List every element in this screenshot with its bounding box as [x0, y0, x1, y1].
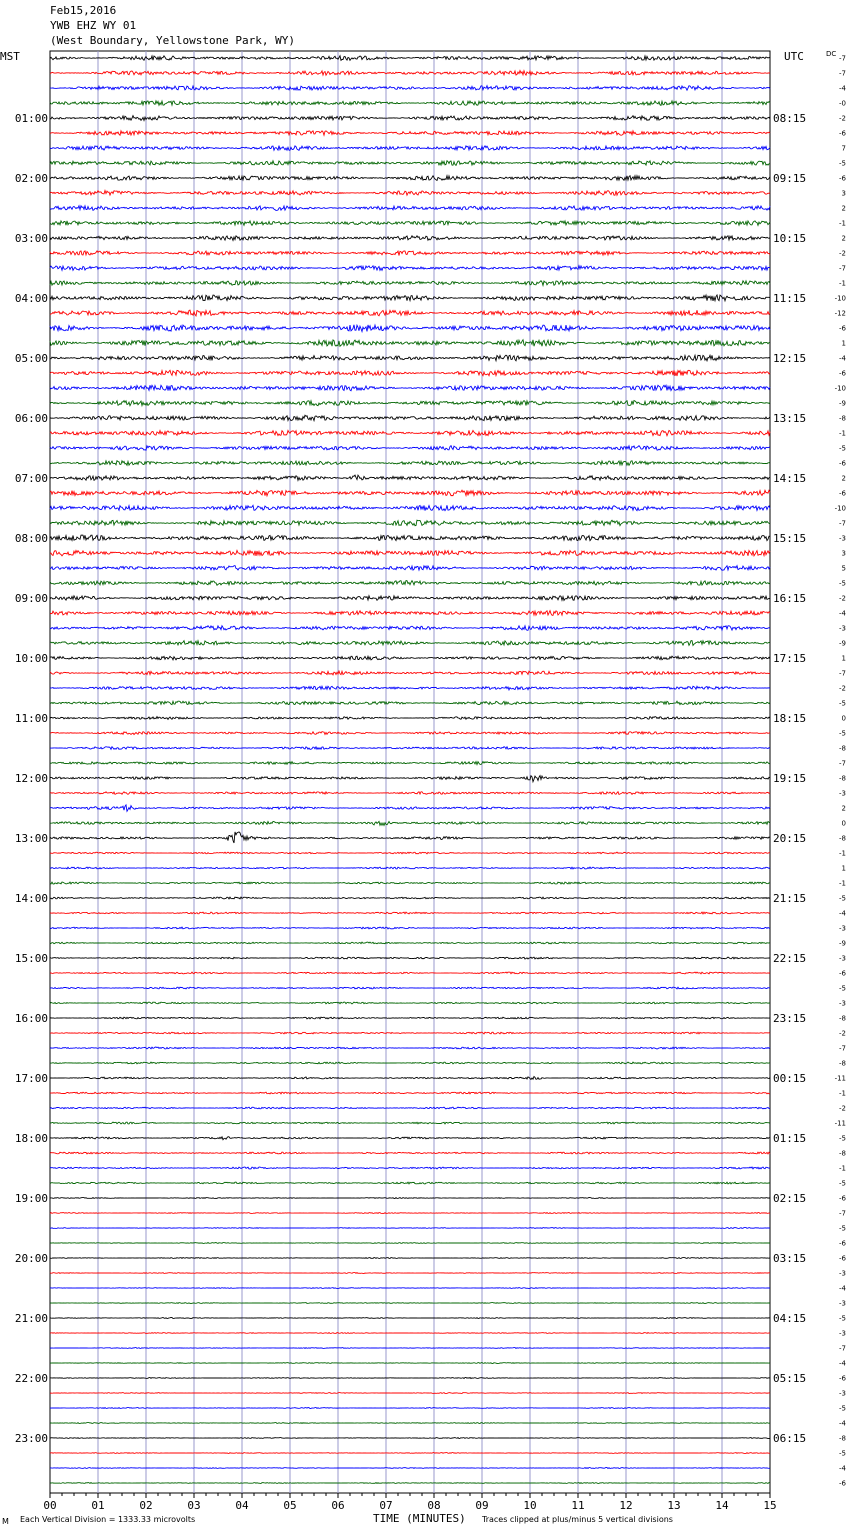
seismic-trace — [50, 370, 770, 376]
dc-offset-label: -3 — [839, 924, 846, 933]
right-hour-label: 23:15 — [773, 1012, 807, 1025]
dc-offset-label: -6 — [839, 1374, 846, 1383]
dc-offset-label: -6 — [839, 459, 846, 468]
x-tick-label: 00 — [43, 1499, 57, 1512]
left-hour-label: 18:00 — [14, 1132, 48, 1145]
dc-offset-label: -5 — [839, 159, 846, 168]
seismic-trace — [50, 1273, 770, 1274]
right-hour-label: 06:15 — [773, 1432, 807, 1445]
x-tick-label: 06 — [331, 1499, 345, 1512]
seismic-trace — [50, 717, 770, 720]
seismic-trace — [50, 251, 770, 256]
seismic-trace — [50, 762, 770, 765]
seismic-trace — [50, 505, 770, 510]
dc-offset-label: 2 — [841, 234, 846, 243]
seismic-trace — [50, 1137, 770, 1140]
seismic-trace — [50, 401, 770, 406]
left-hour-label: 16:00 — [14, 1012, 48, 1025]
dc-offset-label: -3 — [839, 1329, 846, 1338]
dc-offset-label: -7 — [839, 759, 846, 768]
dc-offset-label: -3 — [839, 1389, 846, 1398]
seismic-trace — [50, 1453, 770, 1454]
seismic-trace — [50, 221, 770, 226]
dc-offset-label: -4 — [839, 84, 846, 93]
x-tick-label: 03 — [187, 1499, 201, 1512]
right-hour-label: 16:15 — [773, 592, 807, 605]
dc-offset-label: 2 — [841, 804, 846, 813]
seismic-trace — [50, 581, 770, 586]
seismic-trace — [50, 1002, 770, 1004]
dc-offset-label: -6 — [839, 174, 846, 183]
seismic-trace — [50, 490, 770, 496]
dc-offset-label: -5 — [839, 1224, 846, 1233]
right-hour-label: 08:15 — [773, 112, 807, 125]
dc-offset-label: -7 — [839, 519, 846, 528]
dc-offset-label: 0 — [841, 819, 846, 828]
dc-offset-label: -5 — [839, 894, 846, 903]
x-tick-label: 05 — [283, 1499, 297, 1512]
dc-offset-label: -2 — [839, 1029, 846, 1038]
dc-offset-label: -8 — [839, 414, 846, 423]
right-hour-label: 22:15 — [773, 952, 807, 965]
dc-offset-label: -1 — [839, 429, 846, 438]
seismic-trace — [50, 385, 770, 391]
dc-offset-label: -2 — [839, 1104, 846, 1113]
seismic-trace — [50, 1032, 770, 1034]
seismic-trace — [50, 1408, 770, 1409]
dc-offset-label: -6 — [839, 129, 846, 138]
seismic-trace — [50, 747, 770, 750]
left-timezone-label: MST — [0, 50, 20, 63]
seismic-trace — [50, 1333, 770, 1334]
left-hour-label: 14:00 — [14, 892, 48, 905]
left-hour-label: 23:00 — [14, 1432, 48, 1445]
seismic-trace — [50, 1062, 770, 1064]
dc-offset-label: 2 — [841, 474, 846, 483]
seismic-trace — [50, 805, 770, 811]
dc-offset-label: -1 — [839, 1089, 846, 1098]
seismic-trace — [50, 56, 770, 61]
dc-offset-label: 1 — [841, 339, 846, 348]
seismic-trace — [50, 1378, 770, 1379]
dc-offset-label: -7 — [839, 1209, 846, 1218]
dc-offset-label: -5 — [839, 1179, 846, 1188]
seismic-trace — [50, 1047, 770, 1049]
dc-offset-label: -11 — [834, 1074, 846, 1083]
dc-offset-label: 2 — [841, 204, 846, 213]
left-hour-label: 09:00 — [14, 592, 48, 605]
left-hour-label: 06:00 — [14, 412, 48, 425]
dc-offset-label: -7 — [839, 69, 846, 78]
right-hour-label: 00:15 — [773, 1072, 807, 1085]
dc-offset-label: -5 — [839, 1449, 846, 1458]
left-hour-label: 11:00 — [14, 712, 48, 725]
dc-offset-label: -9 — [839, 399, 846, 408]
right-hour-label: 11:15 — [773, 292, 807, 305]
seismic-trace — [50, 686, 770, 690]
seismic-trace — [50, 792, 770, 795]
seismic-trace — [50, 340, 770, 347]
x-tick-label: 11 — [571, 1499, 585, 1512]
x-tick-label: 02 — [139, 1499, 153, 1512]
dc-offset-label: -10 — [834, 384, 846, 393]
traces — [50, 56, 770, 1484]
x-tick-label: 08 — [427, 1499, 441, 1512]
dc-offset-label: -6 — [839, 489, 846, 498]
dc-offset-label: -1 — [839, 879, 846, 888]
x-tick-label: 04 — [235, 1499, 249, 1512]
dc-offset-label: -6 — [839, 969, 846, 978]
left-hour-label: 22:00 — [14, 1372, 48, 1385]
seismic-trace — [50, 1077, 770, 1080]
right-hour-label: 19:15 — [773, 772, 807, 785]
dc-offset-label: -4 — [839, 354, 846, 363]
dc-offset-label: -3 — [839, 789, 846, 798]
dc-offset-label: -9 — [839, 639, 846, 648]
dc-offset-label: -3 — [839, 624, 846, 633]
dc-offset-label: -1 — [839, 1164, 846, 1173]
seismic-trace — [50, 626, 770, 631]
clip-note: Traces clipped at plus/minus 5 vertical divisions — [482, 1515, 673, 1524]
seismic-trace — [50, 596, 770, 601]
x-axis-title: TIME (MINUTES) — [373, 1512, 466, 1525]
dc-offset-label: 1 — [841, 654, 846, 663]
seismic-trace — [50, 957, 770, 959]
seismic-trace — [50, 1483, 770, 1484]
scale-note: Each Vertical Division = 1333.33 microvolts — [20, 1515, 196, 1524]
seismic-trace — [50, 942, 770, 944]
seismic-trace — [50, 236, 770, 241]
dc-offset-label: -8 — [839, 774, 846, 783]
seismic-trace — [50, 131, 770, 136]
x-tick-label: 15 — [763, 1499, 777, 1512]
dc-offset-label: 3 — [841, 189, 846, 198]
seismic-trace — [50, 1017, 770, 1019]
right-hour-label: 15:15 — [773, 532, 807, 545]
dc-offset-label: -3 — [839, 534, 846, 543]
x-tick-label: 12 — [619, 1499, 633, 1512]
seismic-trace — [50, 1423, 770, 1424]
seismic-trace — [50, 832, 770, 843]
left-hour-label: 04:00 — [14, 292, 48, 305]
left-hour-label: 03:00 — [14, 232, 48, 245]
dc-offset-label: -3 — [839, 999, 846, 1008]
right-hour-label: 05:15 — [773, 1372, 807, 1385]
dc-offset-label: -7 — [839, 264, 846, 273]
seismic-trace — [50, 1167, 770, 1169]
right-hour-label: 20:15 — [773, 832, 807, 845]
dc-offset-label: -6 — [839, 369, 846, 378]
seismic-trace — [50, 972, 770, 974]
seismic-trace — [50, 325, 770, 332]
date-label: Feb15,2016 — [50, 4, 117, 17]
dc-offset-label: -6 — [839, 324, 846, 333]
seismic-trace — [50, 295, 770, 301]
dc-offset-label: -5 — [839, 984, 846, 993]
dc-offset-label: -8 — [839, 744, 846, 753]
dc-offset-header: DC — [826, 50, 837, 58]
dc-offset-label: 7 — [841, 144, 846, 153]
seismic-trace — [50, 987, 770, 989]
seismic-trace — [50, 161, 770, 166]
dc-offset-label: -2 — [839, 684, 846, 693]
seismic-trace — [50, 1468, 770, 1469]
seismic-trace — [50, 355, 770, 361]
right-hour-label: 09:15 — [773, 172, 807, 185]
seismic-trace — [50, 1348, 770, 1349]
x-tick-label: 07 — [379, 1499, 393, 1512]
left-hour-label: 17:00 — [14, 1072, 48, 1085]
seismic-trace — [50, 1228, 770, 1229]
left-hour-label: 15:00 — [14, 952, 48, 965]
seismic-trace — [50, 912, 770, 914]
dc-offset-label: -11 — [834, 1119, 846, 1128]
dc-offset-label: -1 — [839, 849, 846, 858]
right-hour-label: 10:15 — [773, 232, 807, 245]
dc-offset-label: -4 — [839, 909, 846, 918]
x-tick-label: 01 — [91, 1499, 105, 1512]
dc-offset-label: -3 — [839, 954, 846, 963]
right-hour-label: 02:15 — [773, 1192, 807, 1205]
x-tick-label: 13 — [667, 1499, 681, 1512]
seismic-trace — [50, 671, 770, 675]
dc-offset-label: -6 — [839, 1194, 846, 1203]
seismic-trace — [50, 310, 770, 316]
left-hour-label: 12:00 — [14, 772, 48, 785]
dc-offset-label: -8 — [839, 1059, 846, 1068]
dc-offset-label: -7 — [839, 1044, 846, 1053]
seismic-trace — [50, 1438, 770, 1439]
seismic-trace — [50, 116, 770, 121]
dc-offset-label: -4 — [839, 1464, 846, 1473]
left-hour-label: 20:00 — [14, 1252, 48, 1265]
left-hour-label: 07:00 — [14, 472, 48, 485]
seismic-trace — [50, 566, 770, 571]
right-hour-label: 18:15 — [773, 712, 807, 725]
seismic-trace — [50, 897, 770, 899]
dc-offset-label: -5 — [839, 444, 846, 453]
seismic-trace — [50, 1288, 770, 1289]
dc-offset-label: -4 — [839, 1359, 846, 1368]
dc-offset-label: -8 — [839, 1434, 846, 1443]
x-tick-label: 10 — [523, 1499, 537, 1512]
dc-offset-label: -8 — [839, 834, 846, 843]
seismic-trace — [50, 206, 770, 211]
dc-offset-label: -10 — [834, 504, 846, 513]
seismic-trace — [50, 1152, 770, 1154]
left-hour-label: 21:00 — [14, 1312, 48, 1325]
dc-offset-label: -2 — [839, 249, 846, 258]
dc-offset-label: -5 — [839, 1404, 846, 1413]
seismic-trace — [50, 1182, 770, 1184]
seismic-trace — [50, 446, 770, 451]
dc-offset-label: -8 — [839, 1014, 846, 1023]
seismic-trace — [50, 1243, 770, 1244]
dc-offset-label: -5 — [839, 699, 846, 708]
dc-offset-label: -4 — [839, 1284, 846, 1293]
seismic-trace — [50, 882, 770, 884]
dc-offset-label: -5 — [839, 1314, 846, 1323]
dc-offset-label: 3 — [841, 549, 846, 558]
dc-offset-label: -2 — [839, 594, 846, 603]
seismic-trace — [50, 191, 770, 196]
right-hour-label: 01:15 — [773, 1132, 807, 1145]
seismic-trace — [50, 550, 770, 556]
dc-offset-label: -10 — [834, 294, 846, 303]
dc-offset-label: -4 — [839, 1419, 846, 1428]
seismic-trace — [50, 520, 770, 526]
seismic-trace — [50, 101, 770, 106]
left-hour-label: 02:00 — [14, 172, 48, 185]
left-hour-label: 19:00 — [14, 1192, 48, 1205]
x-tick-label: 14 — [715, 1499, 729, 1512]
dc-offset-label: -4 — [839, 609, 846, 618]
right-hour-label: 04:15 — [773, 1312, 807, 1325]
seismic-trace — [50, 867, 770, 869]
seismic-trace — [50, 1122, 770, 1124]
left-hour-label: 05:00 — [14, 352, 48, 365]
seismic-trace — [50, 535, 770, 541]
station-label: YWB EHZ WY 01 — [50, 19, 137, 32]
seismic-trace — [50, 1303, 770, 1304]
seismic-trace — [50, 1198, 770, 1199]
x-tick-label: 09 — [475, 1499, 489, 1512]
seismic-trace — [50, 86, 770, 91]
dc-offset-label: -8 — [839, 1149, 846, 1158]
dc-offset-label: -3 — [839, 1269, 846, 1278]
seismic-trace — [50, 611, 770, 616]
dc-offset-label: -5 — [839, 579, 846, 588]
seismic-trace — [50, 1393, 770, 1394]
right-hour-label: 17:15 — [773, 652, 807, 665]
left-hour-label: 08:00 — [14, 532, 48, 545]
left-hour-label: 01:00 — [14, 112, 48, 125]
dc-offset-label: -5 — [839, 1134, 846, 1143]
dc-offset-label: 5 — [841, 564, 846, 573]
dc-offset-label: -7 — [839, 669, 846, 678]
seismic-trace — [50, 281, 770, 286]
dc-offset-label: -5 — [839, 729, 846, 738]
dc-offset-label: 1 — [841, 864, 846, 873]
seismic-trace — [50, 71, 770, 76]
right-hour-label: 12:15 — [773, 352, 807, 365]
dc-offset-label: -7 — [839, 1344, 846, 1353]
seismic-trace — [50, 927, 770, 929]
seismic-trace — [50, 701, 770, 704]
seismic-trace — [50, 415, 770, 420]
seismic-trace — [50, 1258, 770, 1259]
seismic-trace — [50, 1092, 770, 1094]
left-hour-label: 13:00 — [14, 832, 48, 845]
left-hour-label: 10:00 — [14, 652, 48, 665]
seismic-trace — [50, 430, 770, 435]
dc-offset-label: -7 — [839, 54, 846, 63]
right-hour-label: 21:15 — [773, 892, 807, 905]
seismic-trace — [50, 1318, 770, 1319]
seismic-trace — [50, 656, 770, 660]
dc-offset-label: -6 — [839, 1239, 846, 1248]
seismic-trace — [50, 1213, 770, 1214]
seismic-trace — [50, 146, 770, 151]
location-label: (West Boundary, Yellowstone Park, WY) — [50, 34, 296, 47]
seismic-trace — [50, 1363, 770, 1364]
dc-offset-label: -2 — [839, 114, 846, 123]
dc-offset-label: -1 — [839, 279, 846, 288]
seismic-trace — [50, 732, 770, 735]
seismic-trace — [50, 176, 770, 181]
right-hour-label: 14:15 — [773, 472, 807, 485]
seismic-trace — [50, 1107, 770, 1109]
seismic-trace — [50, 852, 770, 854]
seismic-trace — [50, 641, 770, 646]
seismic-trace — [50, 266, 770, 271]
seismic-trace — [50, 475, 770, 480]
dc-offset-label: -12 — [834, 309, 846, 318]
dc-offset-label: -9 — [839, 939, 846, 948]
seismic-trace — [50, 821, 770, 825]
dc-offset-label: -0 — [839, 99, 846, 108]
dc-offset-label: -6 — [839, 1254, 846, 1263]
right-timezone-label: UTC — [784, 50, 804, 63]
seismic-trace — [50, 776, 770, 782]
right-hour-label: 13:15 — [773, 412, 807, 425]
dc-offset-label: -3 — [839, 1299, 846, 1308]
dc-offset-label: -1 — [839, 219, 846, 228]
right-hour-label: 03:15 — [773, 1252, 807, 1265]
dc-offset-label: -6 — [839, 1479, 846, 1488]
corner-mark: M — [2, 1517, 9, 1526]
seismic-trace — [50, 461, 770, 466]
dc-offset-label: 0 — [841, 714, 846, 723]
